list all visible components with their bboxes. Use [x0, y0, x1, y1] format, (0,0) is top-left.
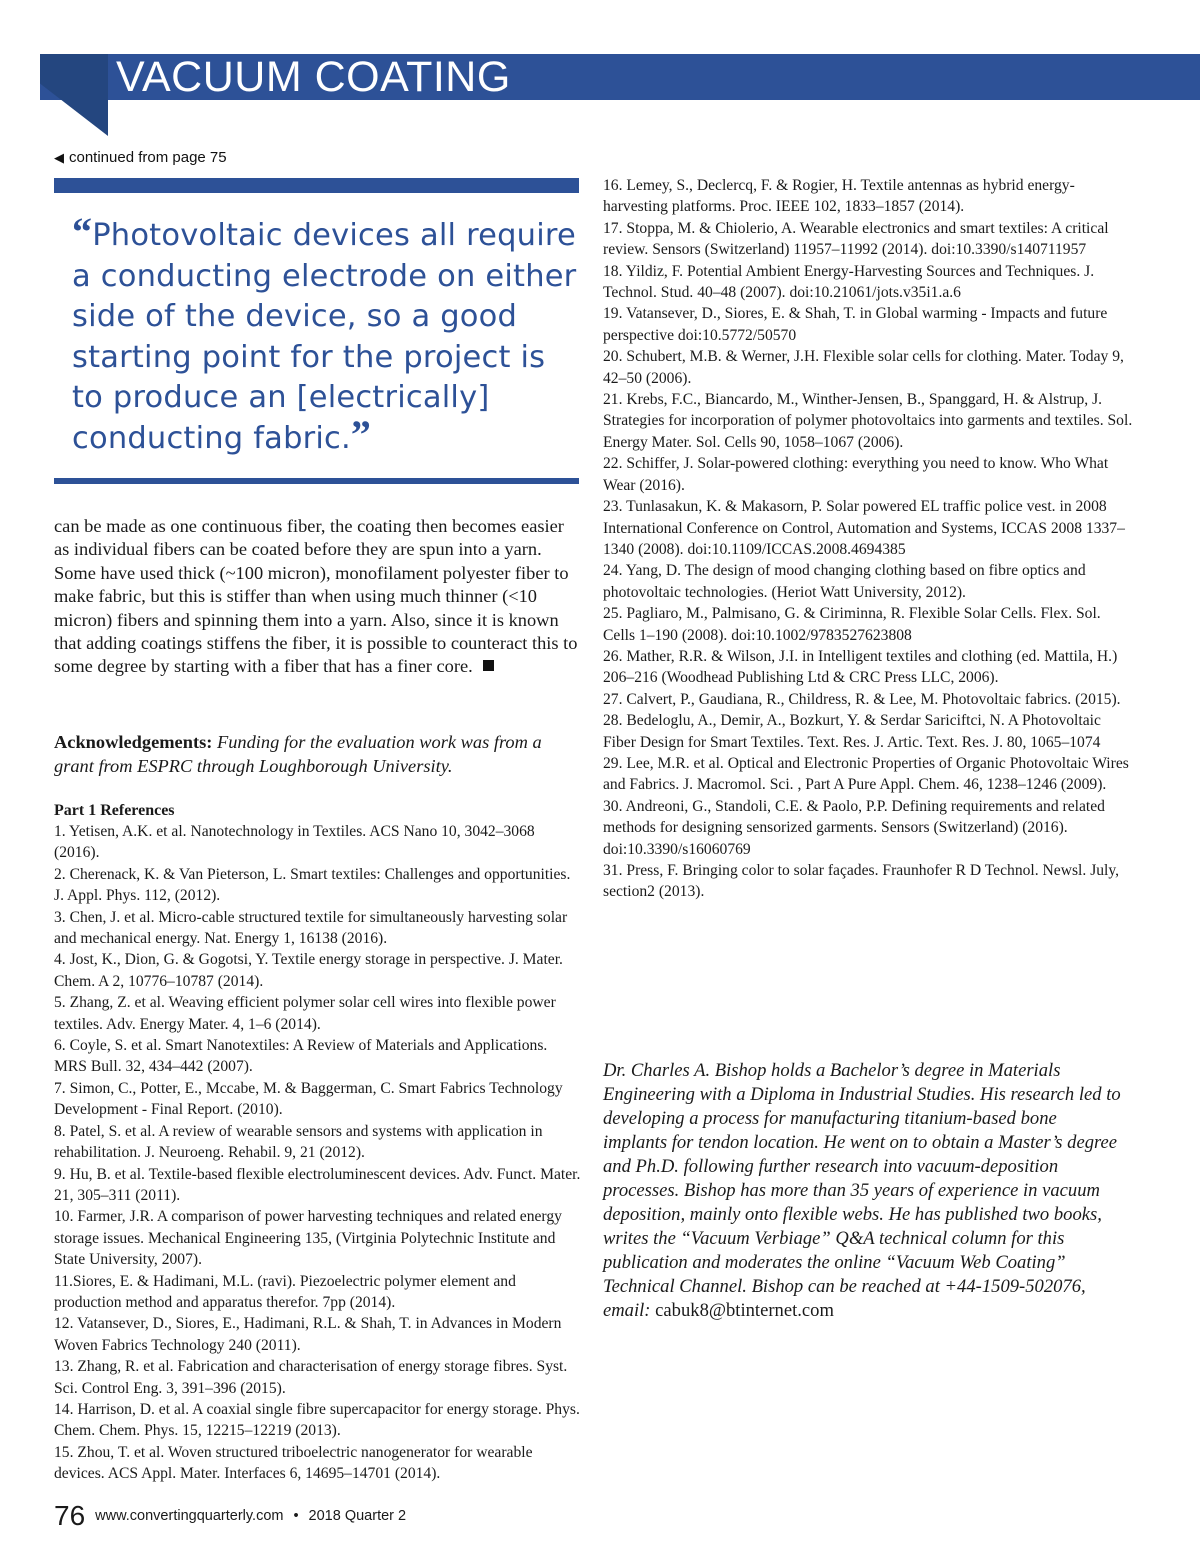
references-right-column — [603, 175, 1133, 903]
reference-item: 30. Andreoni, G., Standoli, C.E. & Paolo, P.P. Defining requirements and related methods for designing sensorized garments. Sensors (Switzerland) (2016). doi:10.3390/s16060769 — [603, 797, 1105, 858]
reference-item: 4. Jost, K., Dion, G. & Gogotsi, Y. Textile energy storage in perspective. J. Mater. Chem. A 2, 10776–10787 (2014). — [54, 951, 563, 990]
reference-item: 5. Zhang, Z. et al. Weaving efficient polymer solar cell wires into flexible power textiles. Adv. Energy Mater. 4, 1–6 (2014). — [54, 994, 556, 1033]
page-number: 76 — [54, 1500, 86, 1531]
body-paragraph-text: can be made as one continuous fiber, the coating then becomes easier as individual fibers can be coated before they are spun into a yarn. Some have used thick (~100 micron), monofilament polyester fiber to make fabric, but this is stiffer than when using much thinner (<10 micron) fibers and spinning them into a yarn. Also, since it is known that adding coatings stiffens the fiber, it is possible to counteract this to some degree by starting with a fiber that has a finer core. — [54, 516, 578, 677]
reference-item: 22. Schiffer, J. Solar-powered clothing: everything you need to know. Who What Wear (2016). — [603, 455, 1109, 494]
open-quote-mark: “ — [72, 209, 93, 254]
reference-item: 29. Lee, M.R. et al. Optical and Electronic Properties of Organic Photovoltaic Wires and Fabrics. J. Macromol. Sci. , Part A Pure Appl. Chem. 46, 1238–1246 (2009). — [603, 754, 1129, 794]
reference-item: 2. Cherenack, K. & Van Pieterson, L. Smart textiles: Challenges and opportunities. J. Appl. Phys. 112, (2012). — [54, 865, 571, 905]
triangle-left-icon: ◀ — [54, 150, 64, 165]
reference-item: 21. Krebs, F.C., Biancardo, M., Winther-Jensen, B., Spanggard, H. & Alstrup, J. Strategies for incorporation of polymer photovoltaics into garments and textiles. Sol. Energy Mater. Sol. Cells 90, 1058–1067 (2006). — [603, 391, 1133, 451]
acknowledgements-label: Acknowledgements: — [54, 732, 213, 752]
references-left-column — [54, 821, 582, 1485]
reference-item: 26. Mather, R.R. & Wilson, J.I. in Intelligent textiles and clothing (ed. Mattila, H.) 206–216 (Woodhead Publishing Ltd & CRC Press LLC, 2006). — [603, 647, 1118, 687]
acknowledgements-text: Funding for the evaluation work was from a grant from ESPRC through Loughborough University. — [54, 732, 542, 776]
reference-item: 9. Hu, B. et al. Textile-based flexible electroluminescent devices. Adv. Funct. Mater. 21, 305–311 (2011). — [54, 1165, 581, 1204]
reference-item: 19. Vatansever, D., Siores, E. & Shah, T. in Global warming - Impacts and future perspective doi:10.5772/50570 — [603, 305, 1108, 344]
footer-website: www.convertingquarterly.com — [95, 1508, 284, 1524]
page-footer — [54, 1498, 406, 1534]
reference-item: 20. Schubert, M.B. & Werner, J.H. Flexible solar cells for clothing. Mater. Today 9, 42–50 (2006). — [603, 348, 1124, 387]
reference-item: 12. Vatansever, D., Siores, E., Hadimani, R.L. & Shah, T. in Advances in Modern Woven Fabrics Technology 240 (2011). — [54, 1315, 562, 1354]
author-email: cabuk8@btinternet.com — [655, 1300, 834, 1321]
reference-item: 6. Coyle, S. et al. Smart Nanotextiles: A Review of Materials and Applications. MRS Bull. 32, 434–442 (2007). — [54, 1037, 548, 1076]
reference-item: 7. Simon, C., Potter, E., Mccabe, M. & Baggerman, C. Smart Fabrics Technology Development - Final Report. (2010). — [54, 1079, 563, 1119]
pullquote-rule-bottom — [54, 478, 579, 484]
section-title: VACUUM COATING — [116, 53, 511, 101]
reference-item: 23. Tunlasakun, K. & Makasorn, P. Solar powered EL traffic police vest. in 2008 International Conference on Control, Automation and Systems, ICCAS 2008 1337–1340 (2008). doi:10.1109/ICCAS.2008.4694385 — [603, 498, 1125, 558]
footer-separator: • — [293, 1508, 299, 1524]
continued-note — [54, 149, 227, 166]
close-quote-mark: ” — [350, 411, 372, 457]
reference-item: 31. Press, F. Bringing color to solar façades. Fraunhofer R D Technol. Newsl. July, section2 (2013). — [603, 862, 1120, 901]
reference-item: 14. Harrison, D. et al. A coaxial single fibre supercapacitor for energy storage. Phys. Chem. Chem. Phys. 15, 12215–12219 (2013). — [54, 1400, 580, 1440]
reference-item: 16. Lemey, S., Declercq, F. & Rogier, H. Textile antennas as hybrid energy-harvesting platforms. Proc. IEEE 102, 1833–1857 (2014). — [603, 177, 1075, 216]
reference-item: 18. Yildiz, F. Potential Ambient Energy-Harvesting Sources and Techniques. J. Technol. Stud. 40–48 (2007). doi:10.21061/jots.v35i1.a.6 — [603, 262, 1095, 302]
reference-item: 11.Siores, E. & Hadimani, M.L. (ravi). Piezoelectric polymer element and production method and apparatus therefor. 7pp (2014). — [54, 1272, 516, 1311]
acknowledgements — [54, 730, 580, 778]
author-bio-text: Dr. Charles A. Bishop holds a Bachelor’s degree in Materials Engineering with a Diploma in Industrial Studies. His research led to developing a process for manufacturing titanium-based bone implants for tendon location. He went on to obtain a Master’s degree and Ph.D. following further research into vacuum-deposition processes. Bishop has more than 35 years of experience in vacuum deposition, mainly onto flexible webs. He has published two books, writes the “Vacuum Verbiage” Q&A technical column for this publication and moderates the online “Vacuum Web Coating” Technical Channel. Bishop can be reached at +44-1509-502076, email: — [603, 1060, 1121, 1321]
body-paragraph — [54, 515, 580, 679]
continued-text: continued from page 75 — [69, 149, 227, 166]
reference-item: 15. Zhou, T. et al. Woven structured triboelectric nanogenerator for wearable devices. ACS Appl. Mater. Interfaces 6, 14695–14701 (2014). — [54, 1443, 533, 1483]
pullquote-text: Photovoltaic devices all require a conducting electrode on either side of the device, so a good starting point for the project is to produce an [electrically] conducting fabric. — [72, 218, 577, 456]
pullquote-rule-top — [54, 178, 579, 193]
end-mark-icon — [483, 660, 494, 671]
reference-item: 8. Patel, S. et al. A review of wearable sensors and systems with application in rehabilitation. J. Neuroeng. Rehabil. 9, 21 (2012). — [54, 1122, 543, 1162]
reference-item: 1. Yetisen, A.K. et al. Nanotechnology in Textiles. ACS Nano 10, 3042–3068 (2016). — [54, 823, 535, 862]
reference-item: 25. Pagliaro, M., Palmisano, G. & Ciriminna, R. Flexible Solar Cells. Flex. Sol. Cells 1–190 (2008). doi:10.1002/9783527623808 — [603, 605, 1101, 644]
references-heading: Part 1 References — [54, 802, 175, 819]
reference-item: 13. Zhang, R. et al. Fabrication and characterisation of energy storage fibres. Syst. Sci. Control Eng. 3, 391–396 (2015). — [54, 1358, 568, 1397]
footer-issue: 2018 Quarter 2 — [308, 1508, 407, 1524]
reference-item: 3. Chen, J. et al. Micro-cable structured textile for simultaneously harvesting solar and mechanical energy. Nat. Energy 1, 16138 (2016). — [54, 908, 568, 948]
pullquote — [72, 209, 577, 459]
reference-item: 28. Bedeloglu, A., Demir, A., Bozkurt, Y. & Serdar Sariciftci, N. A Photovoltaic Fiber Design for Smart Textiles. Text. Res. J. Artic. Text. Res. J. 80, 1065–1074 — [603, 712, 1101, 751]
reference-item: 17. Stoppa, M. & Chiolerio, A. Wearable electronics and smart textiles: A critical review. Sensors (Switzerland) 11957–11992 (2014). doi:10.3390/s140711957 — [603, 219, 1109, 259]
reference-item: 27. Calvert, P., Gaudiana, R., Childress, R. & Lee, M. Photovoltaic fabrics. (2015). — [603, 690, 1121, 708]
author-bio — [603, 1059, 1125, 1323]
reference-item: 24. Yang, D. The design of mood changing clothing based on fibre optics and photovoltaic technologies. (Heriot Watt University, 2012). — [603, 562, 1086, 601]
reference-item: 10. Farmer, J.R. A comparison of power harvesting techniques and related energy storage issues. Mechanical Engineering 135, (Virtginia Polytechnic Institute and State University, 2007). — [54, 1208, 562, 1269]
